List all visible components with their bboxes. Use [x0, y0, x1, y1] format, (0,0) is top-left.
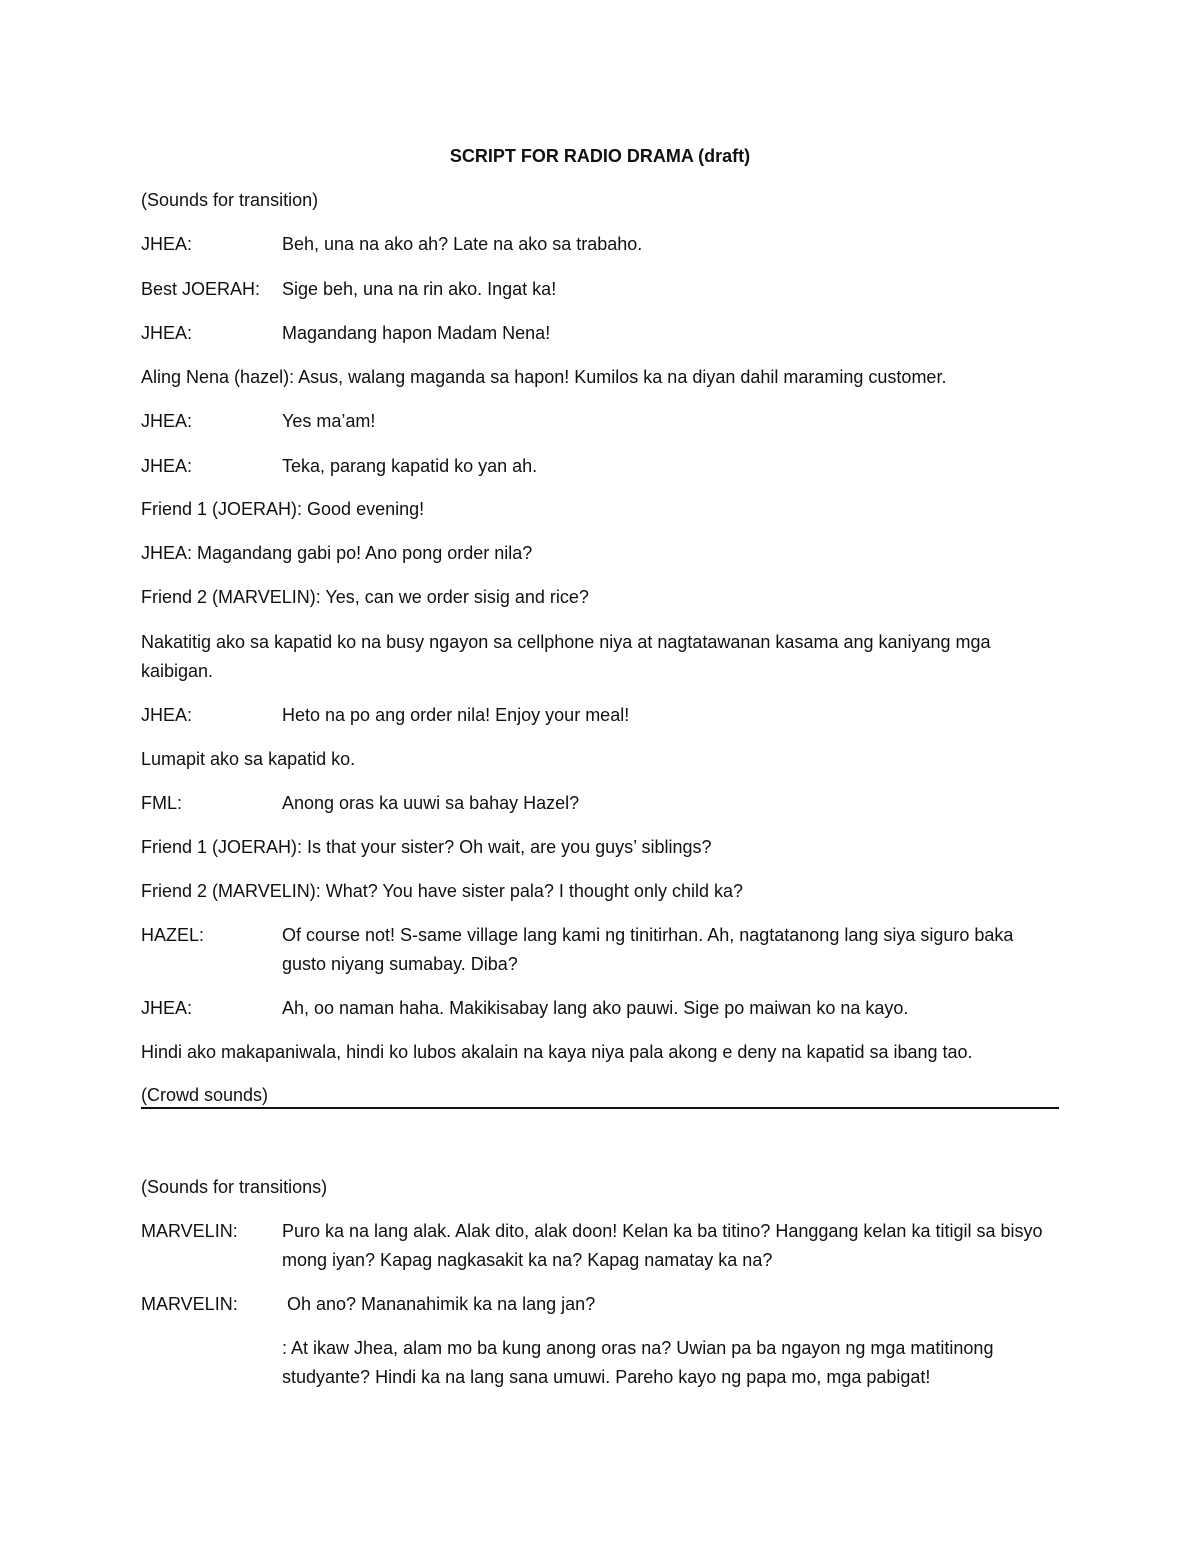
- dialogue-text: Anong oras ka uuwi sa bahay Hazel?: [282, 793, 580, 813]
- dialogue-text: Teka, parang kapatid ko yan ah.: [282, 456, 538, 476]
- speaker-label: JHEA:: [141, 456, 193, 476]
- dialogue-text: Puro ka na lang alak. Alak dito, alak doon! Kelan ka ba titino? Hanggang kelan ka titigil sa bisyo mong iyan? Kapag nagkasakit ka na? Kapag namatay ka na?: [282, 1221, 1043, 1270]
- dialogue-text: : At ikaw Jhea, alam mo ba kung anong oras na? Uwian pa ba ngayon ng mga matitinong studyante? Hindi ka na lang sana umuwi. Pareho kayo ng papa mo, mga pabigat!: [282, 1338, 994, 1387]
- dialogue-line: Aling Nena (hazel): Asus, walang maganda sa hapon! Kumilos ka na diyan dahil maraming customer.: [141, 367, 947, 387]
- dialogue-text: Sige beh, una na rin ako. Ingat ka!: [282, 279, 557, 299]
- speaker-label: JHEA:: [141, 234, 193, 254]
- dialogue-text: Heto na po ang order nila! Enjoy your meal!: [282, 705, 630, 725]
- page-title: SCRIPT FOR RADIO DRAMA (draft): [449, 146, 751, 166]
- speaker-label: MARVELIN:: [141, 1221, 238, 1241]
- narration: Nakatitig ako sa kapatid ko na busy ngayon sa cellphone niya at nagtatawanan kasama ang kaniyang mga kaibigan.: [141, 632, 991, 681]
- dialogue-line: JHEA: Magandang gabi po! Ano pong order nila?: [141, 543, 533, 563]
- narration: Hindi ako makapaniwala, hindi ko lubos akalain na kaya niya pala akong e deny na kapatid sa ibang tao.: [141, 1042, 973, 1062]
- sound-cue-transitions: (Sounds for transitions): [141, 1177, 328, 1197]
- speaker-label: Best JOERAH:: [141, 279, 261, 299]
- sound-cue-crowd: (Crowd sounds): [141, 1085, 269, 1105]
- dialogue-text: Yes ma’am!: [282, 411, 376, 431]
- speaker-label: MARVELIN:: [141, 1294, 238, 1314]
- speaker-label: JHEA:: [141, 411, 193, 431]
- dialogue-line: Friend 2 (MARVELIN): Yes, can we order sisig and rice?: [141, 587, 589, 607]
- speaker-label: FML:: [141, 793, 183, 813]
- dialogue-text: Beh, una na ako ah? Late na ako sa trabaho.: [282, 234, 643, 254]
- sound-cue-transition: (Sounds for transition): [141, 190, 319, 210]
- speaker-label: JHEA:: [141, 705, 193, 725]
- dialogue-text: Oh ano? Mananahimik ka na lang jan?: [282, 1294, 596, 1314]
- speaker-label: JHEA:: [141, 323, 193, 343]
- dialogue-text: Magandang hapon Madam Nena!: [282, 323, 551, 343]
- speaker-label: JHEA:: [141, 998, 193, 1018]
- narration: Lumapit ako sa kapatid ko.: [141, 749, 356, 769]
- dialogue-text: Of course not! S-same village lang kami ng tinitirhan. Ah, nagtatanong lang siya siguro baka gusto niyang sumabay. Diba?: [282, 925, 1014, 974]
- section-divider: [141, 1107, 1059, 1109]
- dialogue-line: Friend 1 (JOERAH): Is that your sister? Oh wait, are you guys’ siblings?: [141, 837, 712, 857]
- dialogue-text: Ah, oo naman haha. Makikisabay lang ako pauwi. Sige po maiwan ko na kayo.: [282, 998, 909, 1018]
- dialogue-line: Friend 2 (MARVELIN): What? You have sister pala? I thought only child ka?: [141, 881, 743, 901]
- speaker-label: HAZEL:: [141, 925, 205, 945]
- dialogue-line: Friend 1 (JOERAH): Good evening!: [141, 499, 425, 519]
